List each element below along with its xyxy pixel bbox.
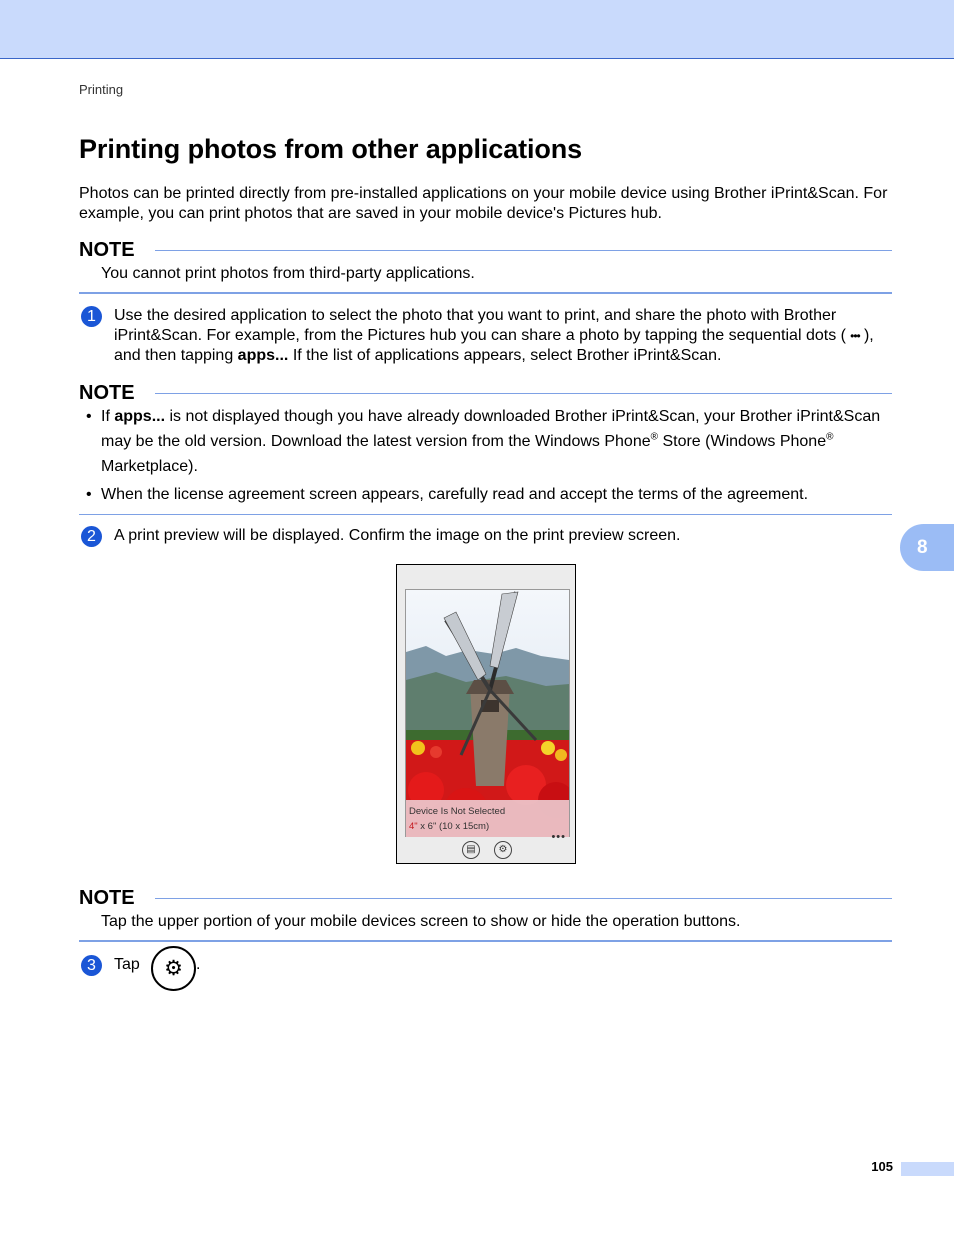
bullet-icon: • — [86, 486, 92, 503]
printer-icon[interactable]: ▤ — [462, 841, 480, 859]
note-label: NOTE — [79, 239, 135, 261]
apps-bold-label: apps... — [114, 408, 166, 425]
intro-paragraph: Photos can be printed directly from pre-installed applications on your mobile device using Brother iPrint&Scan. For example, you can print photos that are saved in your mobile device's Pictures hub. — [79, 185, 888, 222]
step-number-badge: 1 — [81, 306, 102, 327]
step-text — [114, 306, 892, 366]
note-header — [79, 381, 892, 405]
gear-icon[interactable]: ⚙ — [494, 841, 512, 859]
paper-size: 4" x 6" (10 x 15cm) — [409, 821, 490, 832]
step-text-part: Use the desired application to select the photo that you want to print, and share the photo with Brother iPrint&Scan. For example, from the Pictures hub you can share a photo by tapping the sequential dots ( — [114, 307, 846, 344]
note-rule — [155, 898, 892, 899]
bullet-text: When the license agreement screen appears, carefully read and accept the terms of the agreement. — [101, 486, 809, 503]
step-text: Tap — [114, 956, 140, 973]
bullet-text: If apps... is not displayed though you have already downloaded Brother iPrint&Scan, your Brother iPrint&Scan may be the old version. Download the latest version from the Windows Phone® Store (Windows Phone® Marketplace). — [101, 408, 881, 475]
header-band — [0, 0, 954, 59]
note-text: You cannot print photos from third-party applications. — [101, 265, 475, 282]
page-number: 105 — [871, 1159, 893, 1174]
note-rule — [155, 250, 892, 251]
note-header — [79, 238, 892, 262]
registered-mark: ® — [650, 431, 658, 443]
note-header — [79, 886, 892, 910]
app-bar — [397, 831, 575, 863]
note-text: Tap the upper portion of your mobile devices screen to show or hide the operation buttons. — [101, 913, 741, 930]
breadcrumb: Printing — [79, 82, 124, 97]
note-divider — [79, 940, 892, 942]
more-dots-icon[interactable]: ••• — [551, 831, 566, 843]
step-text-part: If the list of applications appears, select Brother iPrint&Scan. — [292, 347, 722, 364]
preview-info-strip — [406, 800, 569, 838]
step-text: A print preview will be displayed. Confirm the image on the print preview screen. — [114, 527, 681, 544]
step-number-badge: 2 — [81, 526, 102, 547]
page-title: Printing photos from other applications — [79, 134, 583, 164]
note-divider — [79, 514, 892, 515]
gear-icon: ⚙ — [151, 946, 196, 991]
registered-mark: ® — [826, 431, 834, 443]
note-divider — [79, 292, 892, 294]
note-label: NOTE — [79, 887, 135, 909]
note-label: NOTE — [79, 382, 135, 404]
chapter-tab: 8 — [900, 524, 954, 571]
page-number-bar — [901, 1162, 954, 1176]
apps-bold-label: apps... — [237, 347, 289, 364]
step-text-part: ), and then tapping — [114, 327, 874, 364]
windmill-photo — [405, 589, 570, 839]
step-number-badge: 3 — [81, 955, 102, 976]
print-preview-screenshot — [396, 564, 576, 864]
note-rule — [155, 393, 892, 394]
device-status: Device Is Not Selected — [409, 806, 506, 817]
step-text-end: . — [196, 956, 201, 973]
more-dots-icon: ••• — [850, 329, 860, 343]
bullet-icon: • — [86, 408, 92, 425]
